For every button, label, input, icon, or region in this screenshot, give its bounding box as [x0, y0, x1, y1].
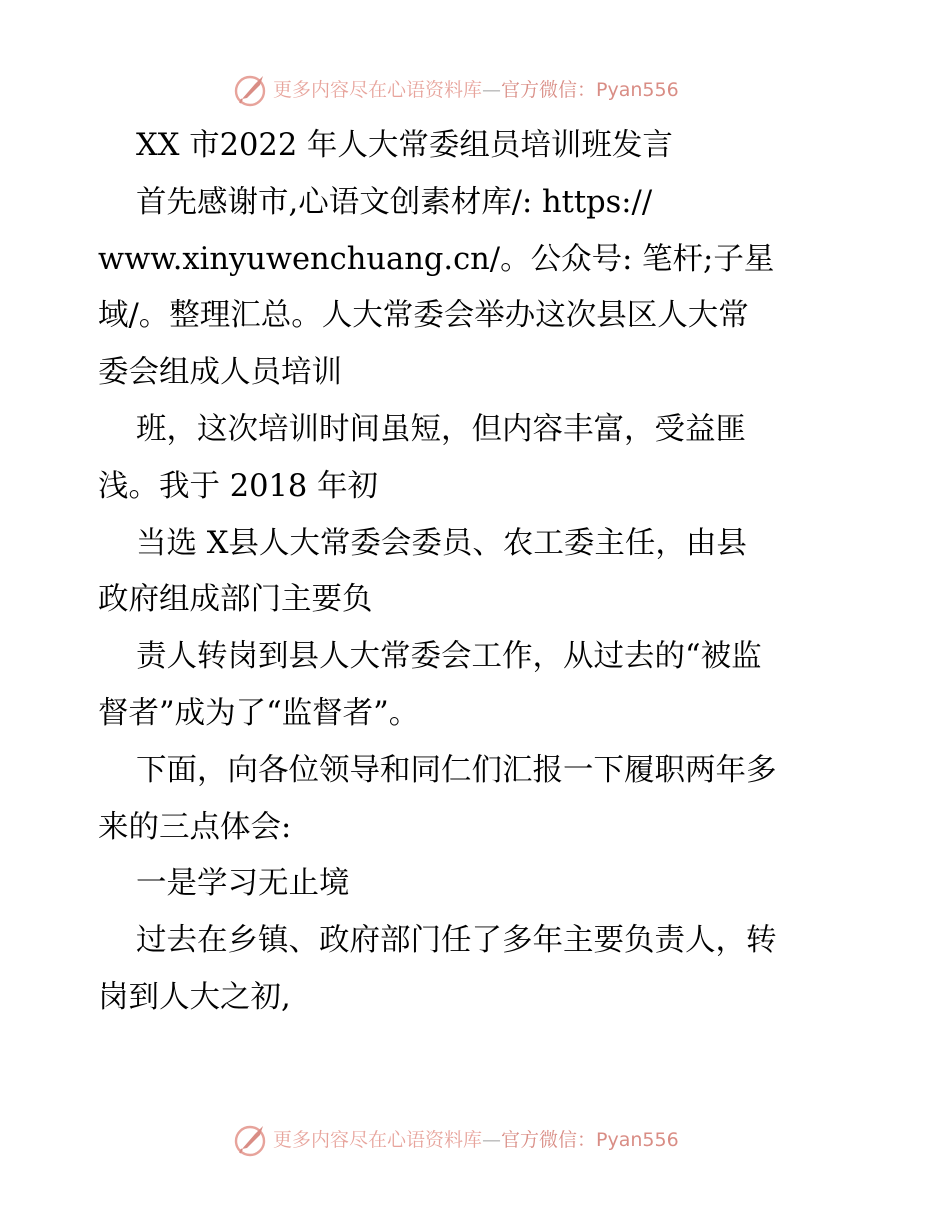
quill-pen-logo-icon — [233, 1122, 269, 1158]
document-line: 当选 X县人大常委会委员、农工委主任，由县 — [136, 525, 747, 561]
quill-pen-logo-icon — [233, 72, 269, 108]
banner-text — [273, 77, 679, 103]
banner-wechat-id: Pyan556 — [596, 1129, 679, 1151]
document-line: 浅。我于 2018 年初 — [98, 468, 379, 504]
banner-text — [273, 1127, 679, 1153]
banner-slogan: 更多内容尽在心语资料库 — [273, 79, 483, 101]
banner-wechat-label: 官方微信： — [501, 79, 597, 101]
document-line: 一是学习无止境 — [136, 866, 350, 902]
document-line: 督者”成为了“监督者”。 — [98, 695, 420, 731]
document-line: 岗到人大之初, — [98, 979, 291, 1015]
header-watermark-banner — [0, 70, 950, 110]
document-line: 域/。整理汇总。人大常委会举办这次县区人大常 — [98, 298, 749, 334]
document-line: 班，这次培训时间虽短，但内容丰富，受益匪 — [136, 411, 746, 447]
banner-separator: — — [482, 1129, 502, 1151]
document-body — [98, 118, 858, 1027]
document-line: 来的三点体会: — [98, 809, 292, 845]
document-line: 责人转岗到县人大常委会工作，从过去的“被监 — [136, 639, 762, 675]
document-line: www.xinyuwenchuang.cn/。公众号: 笔杆;子星 — [98, 241, 775, 277]
document-line: 政府组成部门主要负 — [98, 582, 373, 618]
banner-slogan: 更多内容尽在心语资料库 — [273, 1129, 483, 1151]
document-line: 下面，向各位领导和同仁们汇报一下履职两年多 — [136, 752, 777, 788]
document-line: 首先感谢市,心语文创素材库/: https:// — [136, 184, 653, 220]
banner-wechat-label: 官方微信： — [501, 1129, 597, 1151]
footer-watermark-banner — [0, 1120, 950, 1160]
document-line: 过去在乡镇、政府部门任了多年主要负责人，转 — [136, 923, 777, 959]
banner-wechat-id: Pyan556 — [596, 79, 679, 101]
banner-separator: — — [482, 79, 502, 101]
document-line: XX 市2022 年人大常委组员培训班发言 — [136, 128, 673, 163]
document-line: 委会组成人员培训 — [98, 355, 342, 391]
